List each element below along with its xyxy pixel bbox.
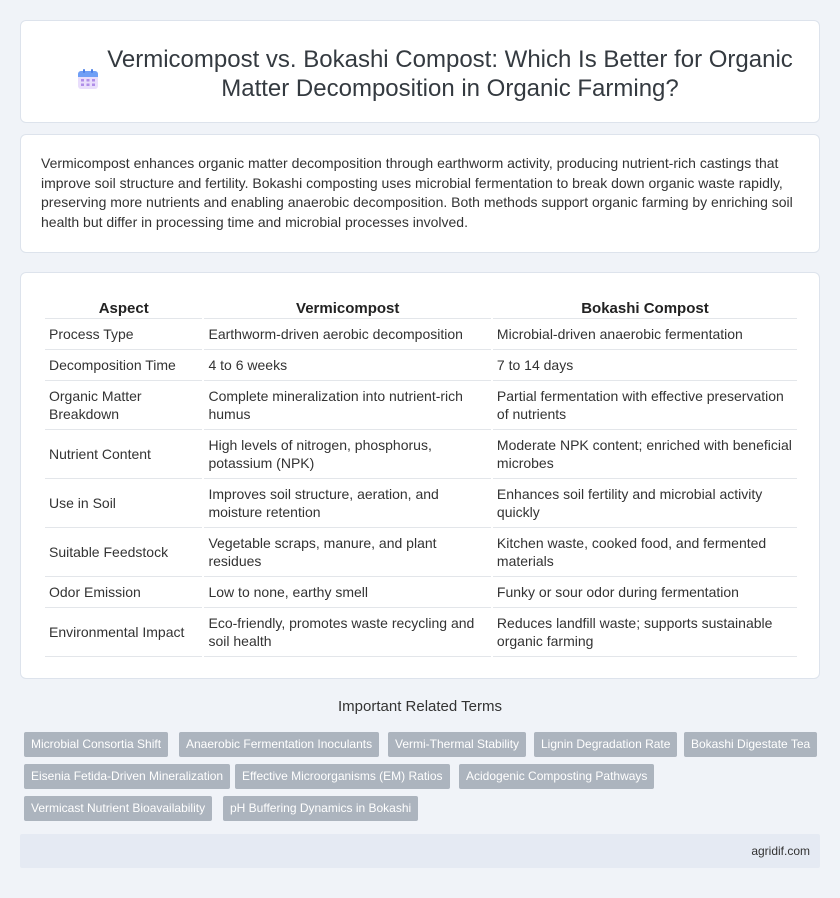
intro-paragraph: Vermicompost enhances organic matter decomposition through earthworm activity, producing nutrient-rich castings that improve soil structure and fertility. Bokashi composting uses microbial fermentation to break down organic waste rapidly, preserving more nutrients and enabling anaerobic decomposition. Both methods support organic farming by enriching soil health but differ in processing time and microbial processes involved. <box>41 155 793 230</box>
table-row <box>45 319 797 350</box>
term-tag[interactable]: Lignin Degradation Rate <box>534 732 677 757</box>
comparison-card <box>20 272 820 679</box>
bokashi-cell: Partial fermentation with effective preservation of nutrients <box>493 381 797 430</box>
header-bokashi: Bokashi Compost <box>493 295 797 319</box>
table-row <box>45 381 797 430</box>
title-card <box>20 20 820 123</box>
intro-card <box>20 134 820 253</box>
term-tag[interactable]: pH Buffering Dynamics in Bokashi <box>223 796 418 821</box>
aspect-cell: Environmental Impact <box>45 608 202 657</box>
aspect-cell: Nutrient Content <box>45 430 202 479</box>
aspect-cell: Decomposition Time <box>45 350 202 381</box>
table-row <box>45 528 797 577</box>
term-tag[interactable]: Bokashi Digestate Tea <box>684 732 817 757</box>
table-row <box>45 350 797 381</box>
table-row <box>45 577 797 608</box>
related-terms-heading: Important Related Terms <box>338 698 502 715</box>
header-vermicompost: Vermicompost <box>204 295 490 319</box>
term-tag[interactable]: Effective Microorganisms (EM) Ratios <box>235 764 450 789</box>
bokashi-cell: Enhances soil fertility and microbial activity quickly <box>493 479 797 528</box>
bokashi-cell: Moderate NPK content; enriched with beneficial microbes <box>493 430 797 479</box>
vermicompost-cell: Low to none, earthy smell <box>204 577 490 608</box>
bokashi-cell: Microbial-driven anaerobic fermentation <box>493 319 797 350</box>
page-title: Vermicompost vs. Bokashi Compost: Which Is Better for Organic Matter Decomposition in Organic Farming? <box>107 46 793 102</box>
aspect-cell: Use in Soil <box>45 479 202 528</box>
aspect-cell: Organic Matter Breakdown <box>45 381 202 430</box>
bokashi-cell: Funky or sour odor during fermentation <box>493 577 797 608</box>
term-tag[interactable]: Anaerobic Fermentation Inoculants <box>179 732 379 757</box>
term-tag[interactable]: Vermi-Thermal Stability <box>388 732 526 757</box>
vermicompost-cell: 4 to 6 weeks <box>204 350 490 381</box>
bokashi-cell: Reduces landfill waste; supports sustainable organic farming <box>493 608 797 657</box>
vermicompost-cell: Vegetable scraps, manure, and plant residues <box>204 528 490 577</box>
term-tag[interactable]: Microbial Consortia Shift <box>24 732 168 757</box>
table-header-row <box>45 295 797 319</box>
header-aspect: Aspect <box>45 295 202 319</box>
aspect-cell: Suitable Feedstock <box>45 528 202 577</box>
term-tag[interactable]: Vermicast Nutrient Bioavailability <box>24 796 212 821</box>
term-tag[interactable]: Acidogenic Composting Pathways <box>459 764 654 789</box>
vermicompost-cell: Eco-friendly, promotes waste recycling and soil health <box>204 608 490 657</box>
vermicompost-cell: Earthworm-driven aerobic decomposition <box>204 319 490 350</box>
aspect-cell: Process Type <box>45 319 202 350</box>
footer-site[interactable]: agridif.com <box>751 844 810 858</box>
vermicompost-cell: Improves soil structure, aeration, and moisture retention <box>204 479 490 528</box>
vermicompost-cell: High levels of nitrogen, phosphorus, potassium (NPK) <box>204 430 490 479</box>
vermicompost-cell: Complete mineralization into nutrient-rich humus <box>204 381 490 430</box>
term-tag[interactable]: Eisenia Fetida-Driven Mineralization <box>24 764 230 789</box>
comparison-table <box>43 295 799 657</box>
bokashi-cell: Kitchen waste, cooked food, and fermented materials <box>493 528 797 577</box>
table-row <box>45 430 797 479</box>
table-row <box>45 608 797 657</box>
aspect-cell: Odor Emission <box>45 577 202 608</box>
footer <box>20 834 820 868</box>
bokashi-cell: 7 to 14 days <box>493 350 797 381</box>
table-row <box>45 479 797 528</box>
